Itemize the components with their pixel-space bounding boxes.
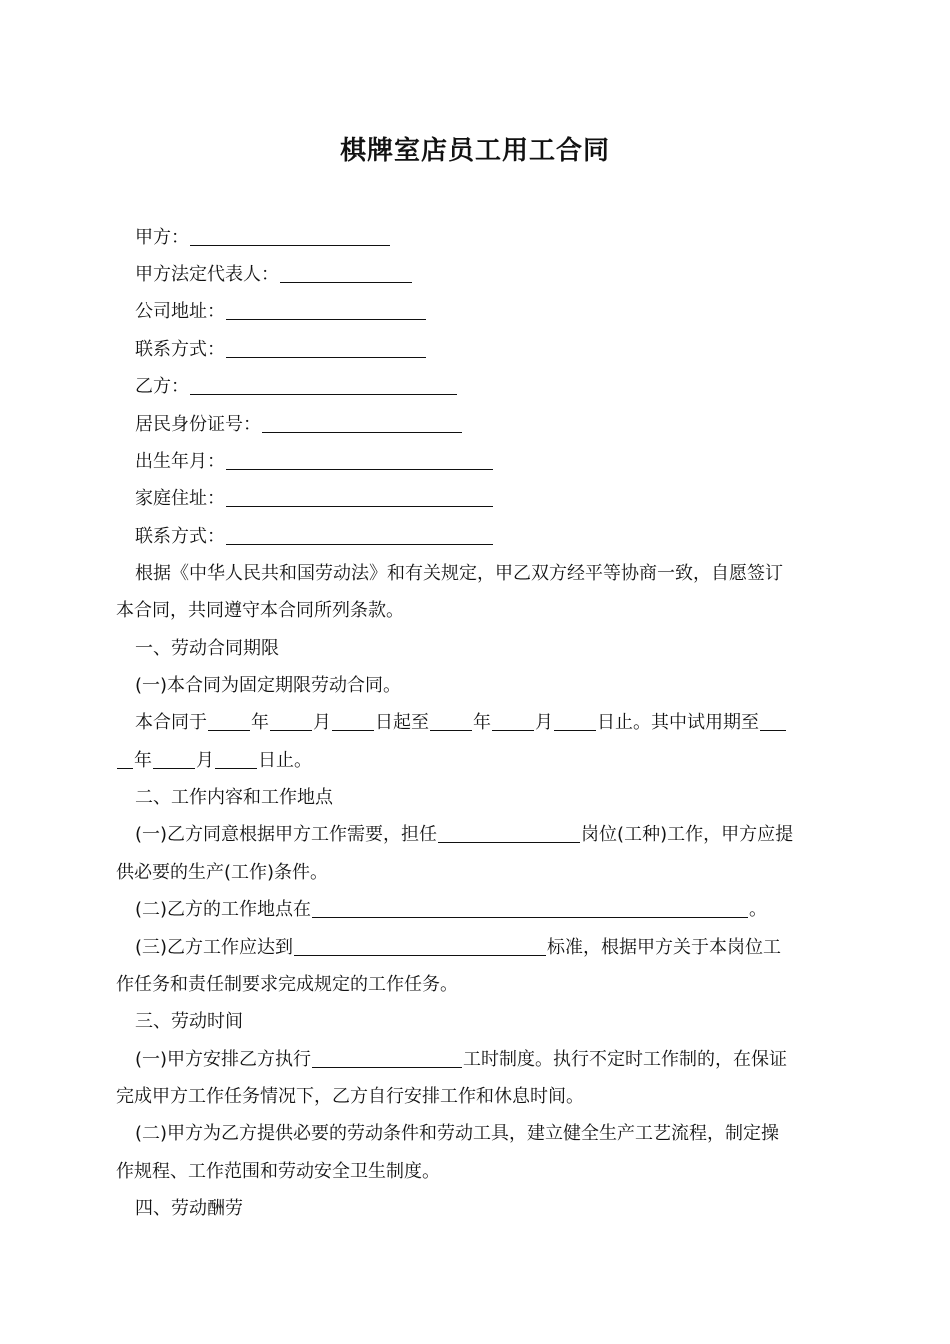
workplace-suffix: 。 <box>749 899 768 920</box>
start-month-blank[interactable] <box>270 712 312 731</box>
party-a-rep-blank[interactable] <box>280 264 412 283</box>
probation-day-blank[interactable] <box>215 750 257 769</box>
company-address-line <box>135 298 427 326</box>
section-2-item-3-cont: 作任务和责任制要求完成规定的工作任务。 <box>116 974 458 995</box>
section-3-item-2: (二)甲方为乙方提供必要的劳动条件和劳动工具，建立健全生产工艺流程，制定操 <box>135 1123 780 1144</box>
birth-date-label: 出生年月： <box>135 451 225 472</box>
party-a-rep-label: 甲方法定代表人： <box>135 264 279 285</box>
section-3-item-1 <box>135 1046 787 1074</box>
work-hours-blank[interactable] <box>312 1049 462 1068</box>
end-day-blank[interactable] <box>554 712 596 731</box>
probation-month-unit: 月 <box>196 750 214 771</box>
preamble-line-1: 根据《中华人民共和国劳动法》和有关规定，甲乙双方经平等协商一致，自愿签订 <box>135 563 783 584</box>
probation-year-unit: 年 <box>134 750 152 771</box>
contract-term-line <box>135 709 787 737</box>
section-2-item-2 <box>135 896 767 924</box>
section-4-heading: 四、劳动酬劳 <box>135 1198 243 1219</box>
party-a-line <box>135 224 391 252</box>
document-title: 棋牌室店员工用工合同 <box>339 136 610 166</box>
party-b-line <box>135 373 458 401</box>
section-3-heading: 三、劳动时间 <box>135 1011 243 1032</box>
preamble-line-2: 本合同，共同遵守本合同所列条款。 <box>116 600 404 621</box>
section-2-item-1 <box>135 821 793 849</box>
start-day-blank[interactable] <box>332 712 374 731</box>
position-suffix: 岗位(工种)工作，甲方应提 <box>581 824 794 845</box>
party-b-contact-blank[interactable] <box>226 526 493 545</box>
probation-year-blank-a[interactable] <box>760 712 786 731</box>
standard-prefix: (三)乙方工作应达到 <box>135 937 294 958</box>
work-hours-suffix: 工时制度。执行不定时工作制的，在保证 <box>463 1049 788 1070</box>
party-a-label: 甲方： <box>135 227 189 248</box>
party-a-contact-blank[interactable] <box>226 339 426 358</box>
start-year-blank[interactable] <box>208 712 250 731</box>
section-1-item-1: (一)本合同为固定期限劳动合同。 <box>135 675 402 696</box>
probation-month-blank[interactable] <box>153 750 195 769</box>
id-number-label: 居民身份证号： <box>135 414 261 435</box>
party-a-blank[interactable] <box>190 227 390 246</box>
home-address-line <box>135 485 494 513</box>
party-a-contact-line <box>135 336 427 364</box>
company-address-label: 公司地址： <box>135 301 225 322</box>
birth-date-blank[interactable] <box>226 451 493 470</box>
start-month-unit: 月 <box>313 712 331 733</box>
workplace-blank[interactable] <box>312 899 748 918</box>
end-year-unit: 年 <box>473 712 491 733</box>
end-month-unit: 月 <box>535 712 553 733</box>
probation-line <box>116 747 312 775</box>
section-3-item-2-cont: 作规程、工作范围和劳动安全卫生制度。 <box>116 1161 440 1182</box>
end-year-blank[interactable] <box>430 712 472 731</box>
party-b-blank[interactable] <box>190 376 457 395</box>
position-prefix: (一)乙方同意根据甲方工作需要，担任 <box>135 824 438 845</box>
home-address-blank[interactable] <box>226 488 493 507</box>
section-1-heading: 一、劳动合同期限 <box>135 638 279 659</box>
workplace-prefix: (二)乙方的工作地点在 <box>135 899 312 920</box>
section-2-item-3 <box>135 934 781 962</box>
party-b-label: 乙方： <box>135 376 189 397</box>
home-address-label: 家庭住址： <box>135 488 225 509</box>
birth-date-line <box>135 448 494 476</box>
id-number-blank[interactable] <box>262 414 462 433</box>
end-suffix: 日止。其中试用期至 <box>597 712 759 733</box>
id-number-line <box>135 411 463 439</box>
work-hours-prefix: (一)甲方安排乙方执行 <box>135 1049 312 1070</box>
probation-suffix: 日止。 <box>258 750 312 771</box>
probation-year-blank-b[interactable] <box>117 750 133 769</box>
section-2-heading: 二、工作内容和工作地点 <box>135 787 333 808</box>
standard-blank[interactable] <box>294 937 546 956</box>
party-a-contact-label: 联系方式： <box>135 339 225 360</box>
company-address-blank[interactable] <box>226 301 426 320</box>
term-prefix: 本合同于 <box>135 712 207 733</box>
section-3-item-1-cont: 完成甲方工作任务情况下，乙方自行安排工作和休息时间。 <box>116 1086 584 1107</box>
standard-suffix: 标准，根据甲方关于本岗位工 <box>547 937 782 958</box>
party-b-contact-line <box>135 523 494 551</box>
party-b-contact-label: 联系方式： <box>135 526 225 547</box>
party-a-rep-line <box>135 261 413 289</box>
section-2-item-1-cont: 供必要的生产(工作)条件。 <box>116 862 329 883</box>
position-blank[interactable] <box>438 824 580 843</box>
start-year-unit: 年 <box>251 712 269 733</box>
end-month-blank[interactable] <box>492 712 534 731</box>
start-suffix: 日起至 <box>375 712 429 733</box>
